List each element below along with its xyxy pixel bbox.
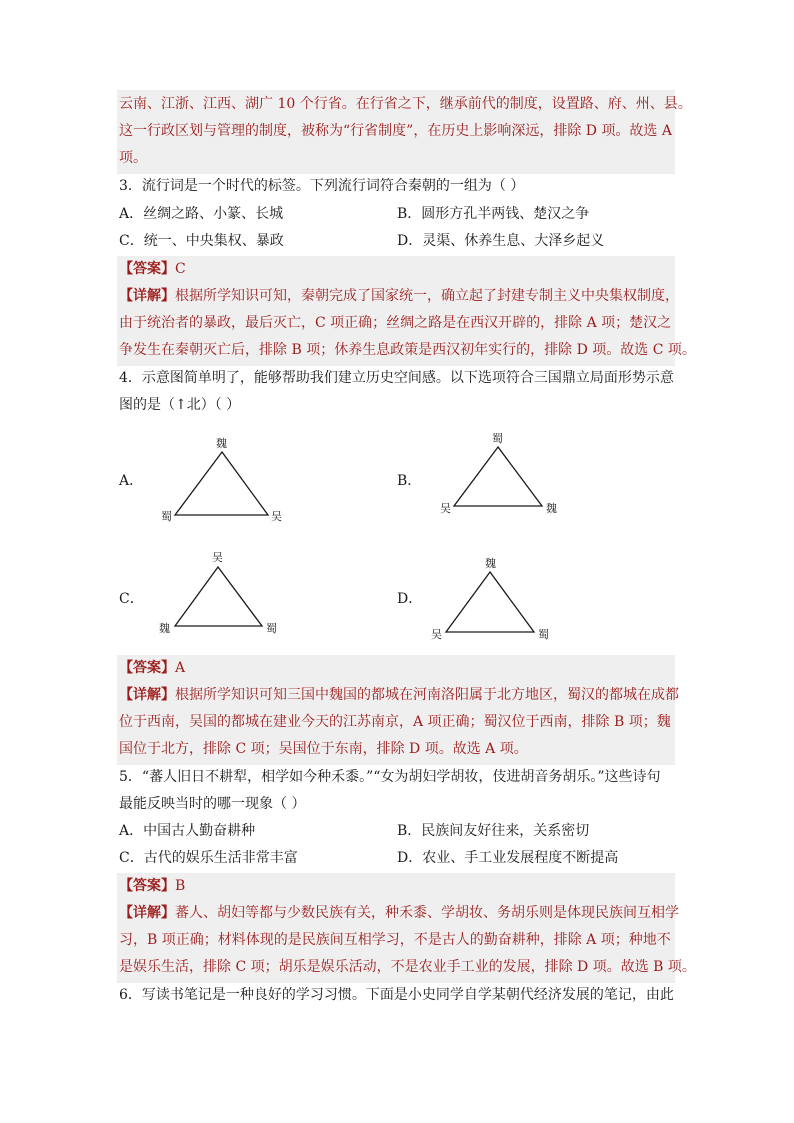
- question-3-answer: [119, 256, 675, 283]
- diagram-b-left-label: 吴: [440, 502, 451, 515]
- question-5-option-c: C．古代的娱乐生活非常丰富: [119, 850, 298, 866]
- question-3-detail-line: 由于统治者的暴政，最后灭亡，C 项正确；丝绸之路是在西汉开辟的，排除 A 项；楚汉之: [119, 315, 672, 331]
- question-5-detail-line: [119, 900, 679, 927]
- question-4-stem: 4．示意图简单明了，能够帮助我们建立历史空间感。以下选项符合三国鼎立局面形势示意: [119, 370, 674, 386]
- question-3-option-d: D．灵渠、休养生息、大泽乡起义: [397, 233, 605, 249]
- answer-tag: 【答案】: [119, 878, 175, 894]
- question-6-stem: 6．写读书笔记是一种良好的学习习惯。下面是小史同学自学某朝代经济发展的笔记，由此: [119, 987, 674, 1003]
- question-5-answer: [119, 873, 675, 900]
- diagram-c-top-label: 吴: [212, 551, 223, 564]
- prev-explanation-line: 项。: [119, 150, 147, 166]
- question-4-detail-line: 位于西南，吴国的都城在建业今天的江苏南京，A 项正确；蜀汉位于西南，排除 B 项；魏: [119, 714, 671, 730]
- diagram-b-right-label: 魏: [546, 502, 557, 515]
- question-3-stem: 3．流行词是一个时代的标签。下列流行词符合秦朝的一组为（ ）: [119, 178, 525, 194]
- diagram-b-triangle: [454, 447, 542, 506]
- diagram-d-triangle: [446, 572, 534, 632]
- question-4-stem: 图的是（↑北）（ ）: [119, 397, 241, 413]
- diagram-a-letter: A．: [119, 473, 144, 489]
- question-3-detail-line: 争发生在秦朝灭亡后，排除 B 项；休养生息政策是西汉初年实行的，排除 D 项。故选 C 项。: [119, 342, 696, 358]
- detail-text: 根据所学知识可知，秦朝完成了国家统一，确立起了封建专制主义中央集权制度，: [175, 288, 679, 304]
- question-3-option-a: A．丝绸之路、小篆、长城: [119, 206, 284, 222]
- diagram-c-left-label: 魏: [159, 622, 170, 635]
- diagram-d: [430, 553, 580, 643]
- question-4-detail-line: [119, 682, 679, 709]
- question-5-option-d: D．农业、手工业发展程度不断提高: [397, 850, 619, 866]
- detail-text: 根据所学知识可知三国中魏国的都城在河南洛阳属于北方地区，蜀汉的都城在成都: [175, 687, 679, 703]
- diagram-b-top-label: 蜀: [492, 432, 503, 445]
- diagram-c-triangle: [175, 567, 262, 626]
- diagram-a-right-label: 吴: [271, 510, 282, 523]
- detail-tag: 【详解】: [119, 905, 175, 921]
- question-3-option-b: B．圆形方孔半两钱、楚汉之争: [397, 206, 590, 222]
- diagram-d-top-label: 魏: [485, 557, 496, 570]
- diagram-a-top-label: 魏: [216, 437, 227, 450]
- diagram-c: [150, 548, 300, 638]
- diagram-d-right-label: 蜀: [538, 628, 549, 641]
- answer-value: C: [175, 261, 186, 277]
- question-5-stem: 5．“蕃人旧日不耕犁，相学如今种禾黍。”“女为胡妇学胡妆，伎进胡音务胡乐。”这些诗句: [119, 769, 661, 785]
- answer-tag: 【答案】: [119, 261, 175, 277]
- diagram-b-letter: B．: [397, 473, 422, 489]
- diagram-d-letter: D．: [397, 591, 423, 607]
- prev-explanation-line: 这一行政区划与管理的制度，被称为“行省制度”，在历史上影响深远，排除 D 项。故选 A: [119, 123, 672, 139]
- question-4-answer: [119, 655, 675, 682]
- diagram-d-left-label: 吴: [431, 628, 442, 641]
- question-5-option-b: B．民族间友好往来，关系密切: [397, 823, 590, 839]
- answer-tag: 【答案】: [119, 660, 175, 676]
- diagram-a-triangle: [175, 452, 268, 515]
- question-5-option-a: A．中国古人勤奋耕种: [119, 823, 256, 839]
- prev-explanation-line: 云南、江浙、江西、湖广 10 个行省。在行省之下，继承前代的制度，设置路、府、州、县。: [119, 96, 692, 112]
- question-5-stem: 最能反映当时的哪一现象（ ）: [119, 796, 306, 812]
- question-5-detail-line: 习，B 项正确；材料体现的是民族间互相学习，不是古人的勤奋耕种，排除 A 项；种地不: [119, 932, 671, 948]
- diagram-c-right-label: 蜀: [266, 622, 277, 635]
- diagram-b: [430, 430, 580, 520]
- diagram-a-left-label: 蜀: [161, 510, 172, 523]
- question-3-option-c: C．统一、中央集权、暴政: [119, 233, 284, 249]
- question-4-detail-line: 国位于北方，排除 C 项；吴国位于东南，排除 D 项。故选 A 项。: [119, 741, 528, 757]
- answer-value: A: [175, 660, 186, 676]
- answer-value: B: [175, 878, 186, 894]
- question-5-detail-line: 是娱乐生活，排除 C 项；胡乐是娱乐活动，不是农业手工业的发展，排除 D 项。故选 B 项。: [119, 959, 696, 975]
- diagram-c-letter: C．: [119, 591, 144, 607]
- detail-text: 蕃人、胡妇等都与少数民族有关，种禾黍、学胡妆、务胡乐则是体现民族间互相学: [175, 905, 679, 921]
- detail-tag: 【详解】: [119, 687, 175, 703]
- detail-tag: 【详解】: [119, 288, 175, 304]
- diagram-a: [150, 435, 300, 525]
- question-3-detail-line: [119, 283, 679, 310]
